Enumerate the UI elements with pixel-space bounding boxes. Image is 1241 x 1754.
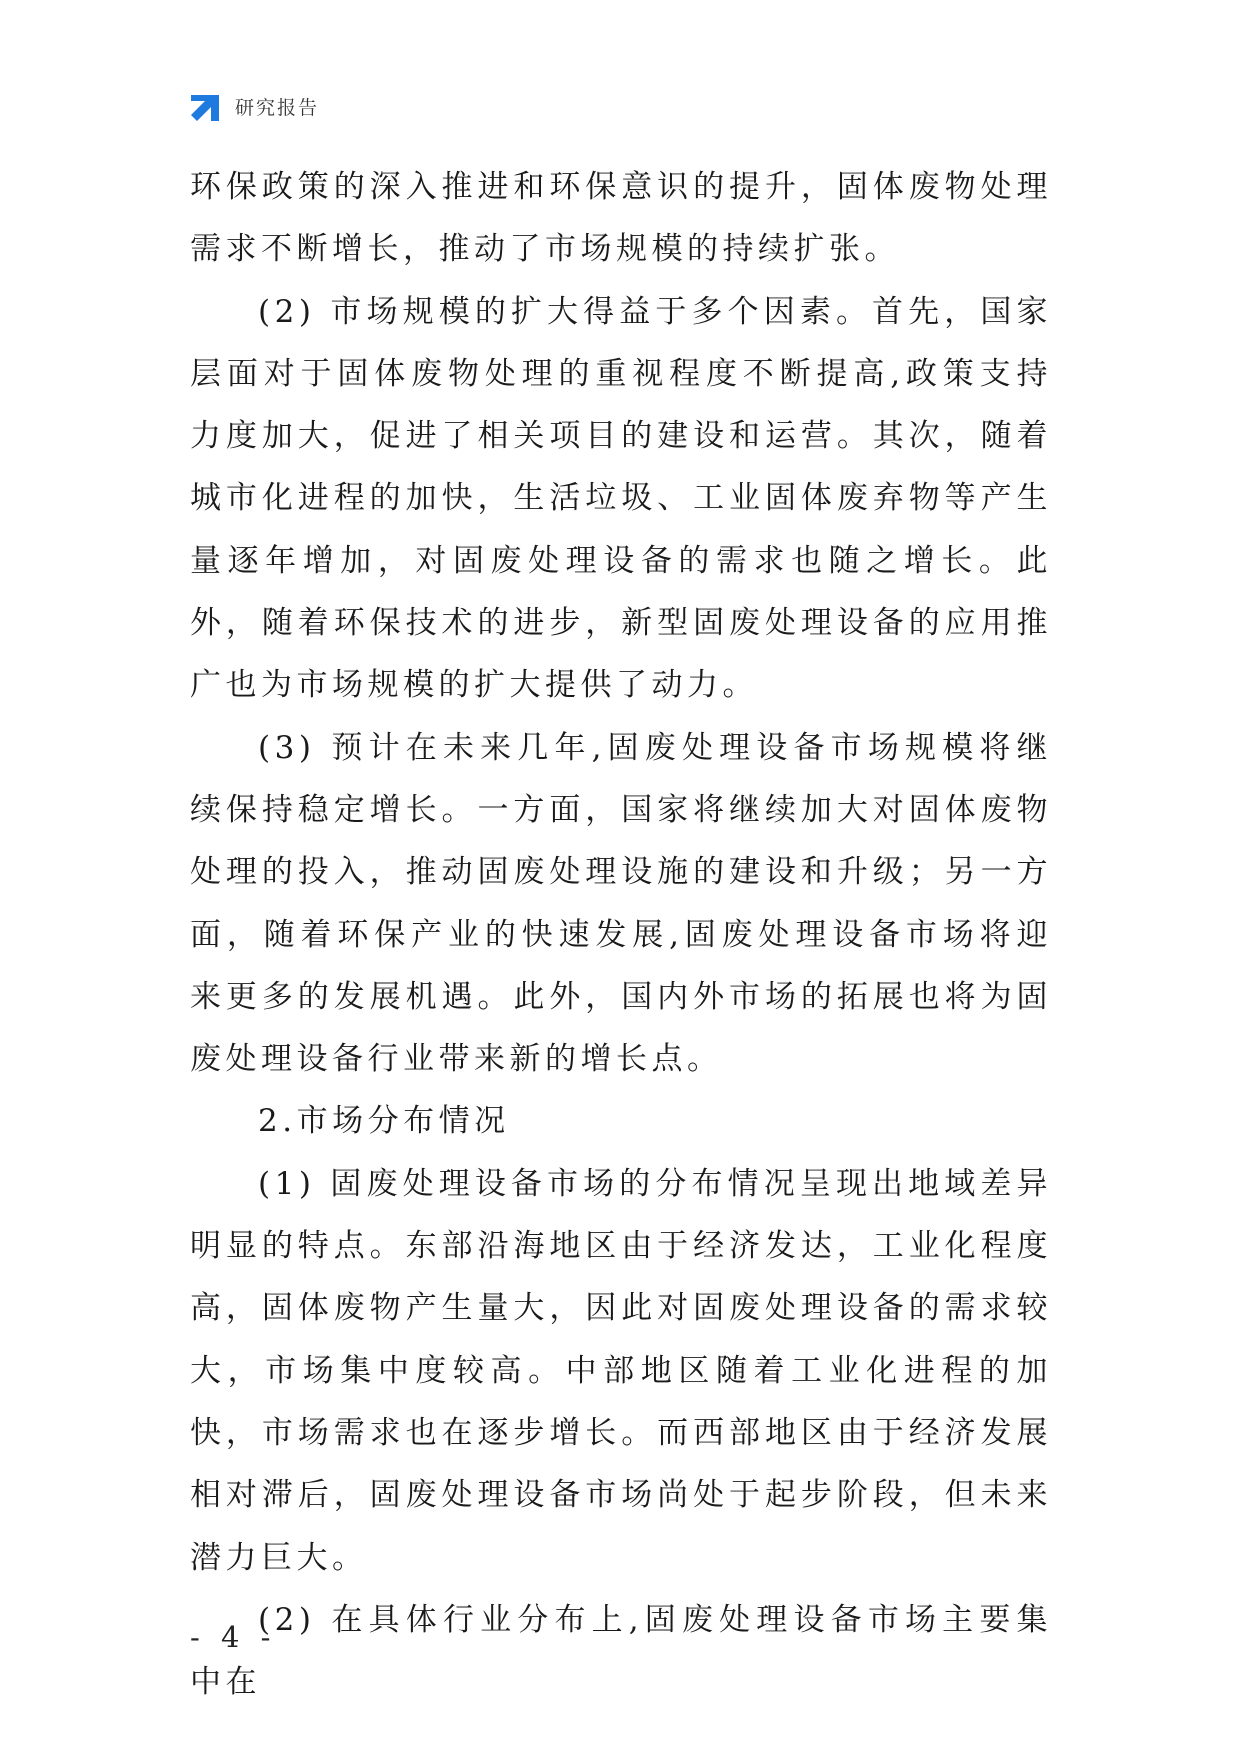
arrow-logo-icon xyxy=(189,89,223,123)
report-header xyxy=(189,88,319,124)
section-heading: 2.市场分布情况 xyxy=(258,1103,510,1140)
document-body xyxy=(190,156,1052,1713)
body-paragraph: (1) 固废处理设备市场的分布情况呈现出地域差异明显的特点。东部沿海地区由于经济发达，工业化程度高，固体废物产生量大，因此对固废处理设备的需求较大，市场集中度较高。中部地区随着工业化进程的加快，市场需求也在逐步增长。而西部地区由于经济发展相对滞后，固废处理设备市场尚处于起步阶段，但未来潜力巨大。 xyxy=(190,1165,1052,1576)
body-paragraph: 环保政策的深入推进和环保意识的提升，固体废物处理需求不断增长，推动了市场规模的持续扩张。 xyxy=(190,169,1052,268)
header-title: 研究报告 xyxy=(235,96,320,119)
page-number: - 4 - xyxy=(190,1620,277,1654)
body-paragraph: (3) 预计在未来几年,固废处理设备市场规模将继续保持稳定增长。一方面，国家将继续加大对固体废物处理的投入，推动固废处理设施的建设和升级；另一方面，随着环保产业的快速发展,固废处理设备市场将迎来更多的发展机遇。此外，国内外市场的拓展也将为固废处理设备行业带来新的增长点。 xyxy=(190,729,1052,1078)
body-paragraph: (2) 市场规模的扩大得益于多个因素。首先，国家层面对于固体废物处理的重视程度不断提高,政策支持力度加大，促进了相关项目的建设和运营。其次，随着城市化进程的加快，生活垃圾、工业固体废弃物等产生量逐年增加，对固废处理设备的需求也随之增长。此外，随着环保技术的进步，新型固废处理设备的应用推广也为市场规模的扩大提供了动力。 xyxy=(190,293,1052,704)
body-paragraph: (2) 在具体行业分布上,固废处理设备市场主要集中在 xyxy=(190,1601,1052,1701)
